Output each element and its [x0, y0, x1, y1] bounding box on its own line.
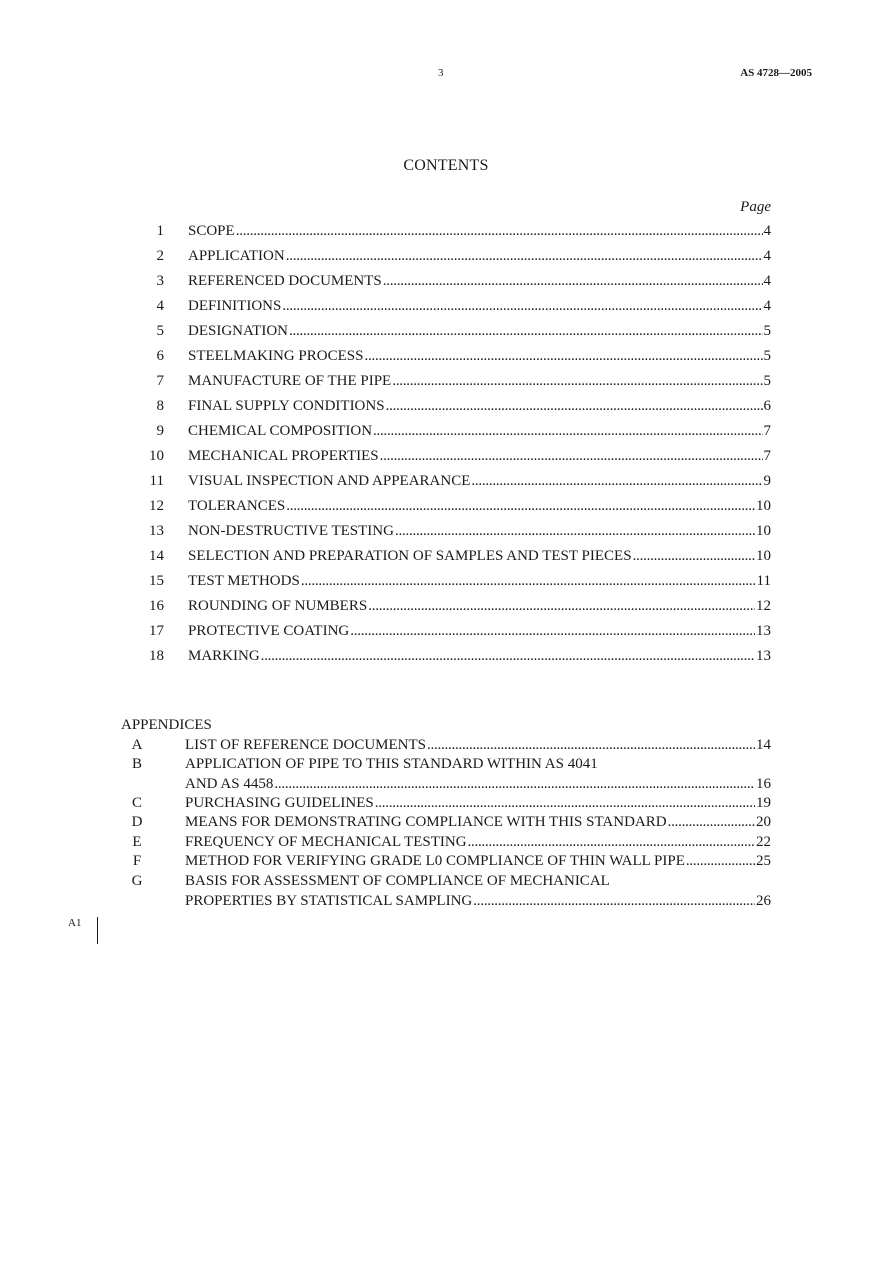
toc-page: 12 — [756, 598, 771, 614]
page-column-label: Page — [740, 199, 771, 215]
dot-leader — [286, 498, 755, 515]
dot-leader — [368, 598, 755, 615]
dot-leader — [261, 648, 755, 665]
toc-label: FINAL SUPPLY CONDITIONS — [188, 398, 385, 414]
toc-entry[interactable] — [0, 295, 892, 320]
toc-number: 18 — [149, 648, 164, 664]
toc-number: 7 — [156, 373, 164, 389]
toc-number: 13 — [149, 523, 164, 539]
toc-label: CHEMICAL COMPOSITION — [188, 423, 373, 439]
toc-entry[interactable] — [0, 395, 892, 420]
amendment-bar — [97, 917, 98, 944]
toc-label: SELECTION AND PREPARATION OF SAMPLES AND TEST PIECES — [188, 548, 632, 564]
appendix-page: 19 — [756, 795, 771, 811]
dot-leader — [386, 398, 763, 415]
toc-label: MECHANICAL PROPERTIES — [188, 448, 379, 464]
toc-entry[interactable] — [0, 645, 892, 670]
appendix-letter: E — [132, 834, 142, 850]
dot-leader — [373, 423, 762, 440]
appendix-letter: D — [131, 814, 143, 830]
toc-number: 9 — [156, 423, 164, 439]
toc-entry[interactable] — [0, 470, 892, 495]
dot-leader — [350, 623, 755, 640]
toc-entry[interactable] — [0, 220, 892, 245]
toc-page: 6 — [763, 398, 771, 414]
toc-number: 11 — [149, 473, 164, 489]
appendix-label: PURCHASING GUIDELINES — [185, 795, 374, 811]
appendix-page: 26 — [756, 893, 771, 909]
toc-number: 2 — [156, 248, 164, 264]
toc-entry[interactable] — [0, 270, 892, 295]
toc-entry[interactable] — [0, 245, 892, 270]
appendix-label: AND AS 4458 — [185, 776, 274, 792]
dot-leader — [236, 223, 763, 240]
appendix-label: LIST OF REFERENCE DOCUMENTS — [185, 737, 426, 753]
appendix-label: MEANS FOR DEMONSTRATING COMPLIANCE WITH THIS STANDARD — [185, 814, 667, 830]
toc-page: 5 — [763, 373, 771, 389]
toc-page: 4 — [763, 223, 771, 239]
toc-page: 10 — [756, 523, 771, 539]
toc-label: APPLICATION — [188, 248, 285, 264]
dot-leader — [301, 573, 756, 590]
toc-entry[interactable] — [0, 370, 892, 395]
toc-entry[interactable] — [0, 445, 892, 470]
toc-number: 16 — [149, 598, 164, 614]
appendix-page: 25 — [756, 853, 771, 869]
dot-leader — [468, 834, 755, 851]
dot-leader — [375, 795, 755, 812]
dot-leader — [286, 248, 763, 265]
toc-entry[interactable] — [0, 495, 892, 520]
toc-label: VISUAL INSPECTION AND APPEARANCE — [188, 473, 471, 489]
appendices-heading: APPENDICES — [121, 717, 212, 733]
dot-leader — [471, 473, 762, 490]
toc-number: 1 — [156, 223, 164, 239]
toc-label: REFERENCED DOCUMENTS — [188, 273, 382, 289]
toc-label: ROUNDING OF NUMBERS — [188, 598, 368, 614]
toc-label: NON-DESTRUCTIVE TESTING — [188, 523, 394, 539]
toc-entry[interactable] — [0, 420, 892, 445]
toc-entry[interactable] — [0, 520, 892, 545]
appendix-label: FREQUENCY OF MECHANICAL TESTING — [185, 834, 467, 850]
dot-leader — [364, 348, 762, 365]
appendix-letter: G — [131, 873, 143, 889]
amendment-marker: A1 — [68, 917, 82, 929]
toc-page: 11 — [756, 573, 771, 589]
dot-leader — [274, 776, 755, 793]
dot-leader — [633, 548, 755, 565]
dot-leader — [473, 893, 755, 910]
appendix-page: 22 — [756, 834, 771, 850]
dot-leader — [668, 814, 755, 831]
appendix-page: 20 — [756, 814, 771, 830]
toc-page: 10 — [756, 498, 771, 514]
toc-number: 4 — [156, 298, 164, 314]
toc-label: PROTECTIVE COATING — [188, 623, 350, 639]
dot-leader — [380, 448, 763, 465]
toc-number: 3 — [156, 273, 164, 289]
toc-page: 9 — [763, 473, 771, 489]
toc-entry[interactable] — [0, 570, 892, 595]
toc-number: 12 — [149, 498, 164, 514]
toc-page: 13 — [756, 623, 771, 639]
toc-page: 4 — [763, 248, 771, 264]
toc-label: MARKING — [188, 648, 260, 664]
toc-number: 8 — [156, 398, 164, 414]
appendix-label: PROPERTIES BY STATISTICAL SAMPLING — [185, 893, 473, 909]
appendix-label: METHOD FOR VERIFYING GRADE L0 COMPLIANCE OF THIN WALL PIPE — [185, 853, 685, 869]
toc-number: 15 — [149, 573, 164, 589]
toc-label: SCOPE — [188, 223, 235, 239]
toc-number: 6 — [156, 348, 164, 364]
appendix-letter: C — [131, 795, 142, 811]
toc-number: 10 — [149, 448, 164, 464]
toc-page: 7 — [763, 423, 771, 439]
dot-leader — [427, 737, 755, 754]
toc-entry[interactable] — [0, 620, 892, 645]
page-number: 3 — [438, 67, 444, 79]
appendix-letter: F — [132, 853, 142, 869]
appendix-page: 14 — [756, 737, 771, 753]
toc-label: TOLERANCES — [188, 498, 286, 514]
toc-label: TEST METHODS — [188, 573, 300, 589]
appendix-label-line1: APPLICATION OF PIPE TO THIS STANDARD WITHIN AS 4041 — [185, 756, 598, 772]
toc-entry[interactable] — [0, 595, 892, 620]
appendix-letter: A — [131, 737, 143, 753]
toc-number: 5 — [156, 323, 164, 339]
dot-leader — [686, 853, 755, 870]
contents-title: CONTENTS — [403, 157, 489, 174]
toc-entry[interactable] — [0, 320, 892, 345]
toc-page: 13 — [756, 648, 771, 664]
toc-label: MANUFACTURE OF THE PIPE — [188, 373, 392, 389]
toc-entry[interactable] — [0, 345, 892, 370]
appendix-label-line1: BASIS FOR ASSESSMENT OF COMPLIANCE OF MECHANICAL — [185, 873, 610, 889]
toc-entry[interactable] — [0, 545, 892, 570]
toc-label: STEELMAKING PROCESS — [188, 348, 364, 364]
standard-designation: AS 4728—2005 — [740, 67, 812, 79]
toc-page: 5 — [763, 323, 771, 339]
toc-page: 7 — [763, 448, 771, 464]
dot-leader — [395, 523, 755, 540]
toc-page: 5 — [763, 348, 771, 364]
appendix-page: 16 — [756, 776, 771, 792]
dot-leader — [282, 298, 762, 315]
toc-number: 17 — [149, 623, 164, 639]
appendix-letter: B — [131, 756, 142, 772]
toc-page: 10 — [756, 548, 771, 564]
toc-label: DESIGNATION — [188, 323, 288, 339]
toc-label: DEFINITIONS — [188, 298, 282, 314]
dot-leader — [383, 273, 763, 290]
dot-leader — [289, 323, 763, 340]
toc-page: 4 — [763, 298, 771, 314]
toc-number: 14 — [149, 548, 164, 564]
dot-leader — [392, 373, 762, 390]
toc-page: 4 — [763, 273, 771, 289]
